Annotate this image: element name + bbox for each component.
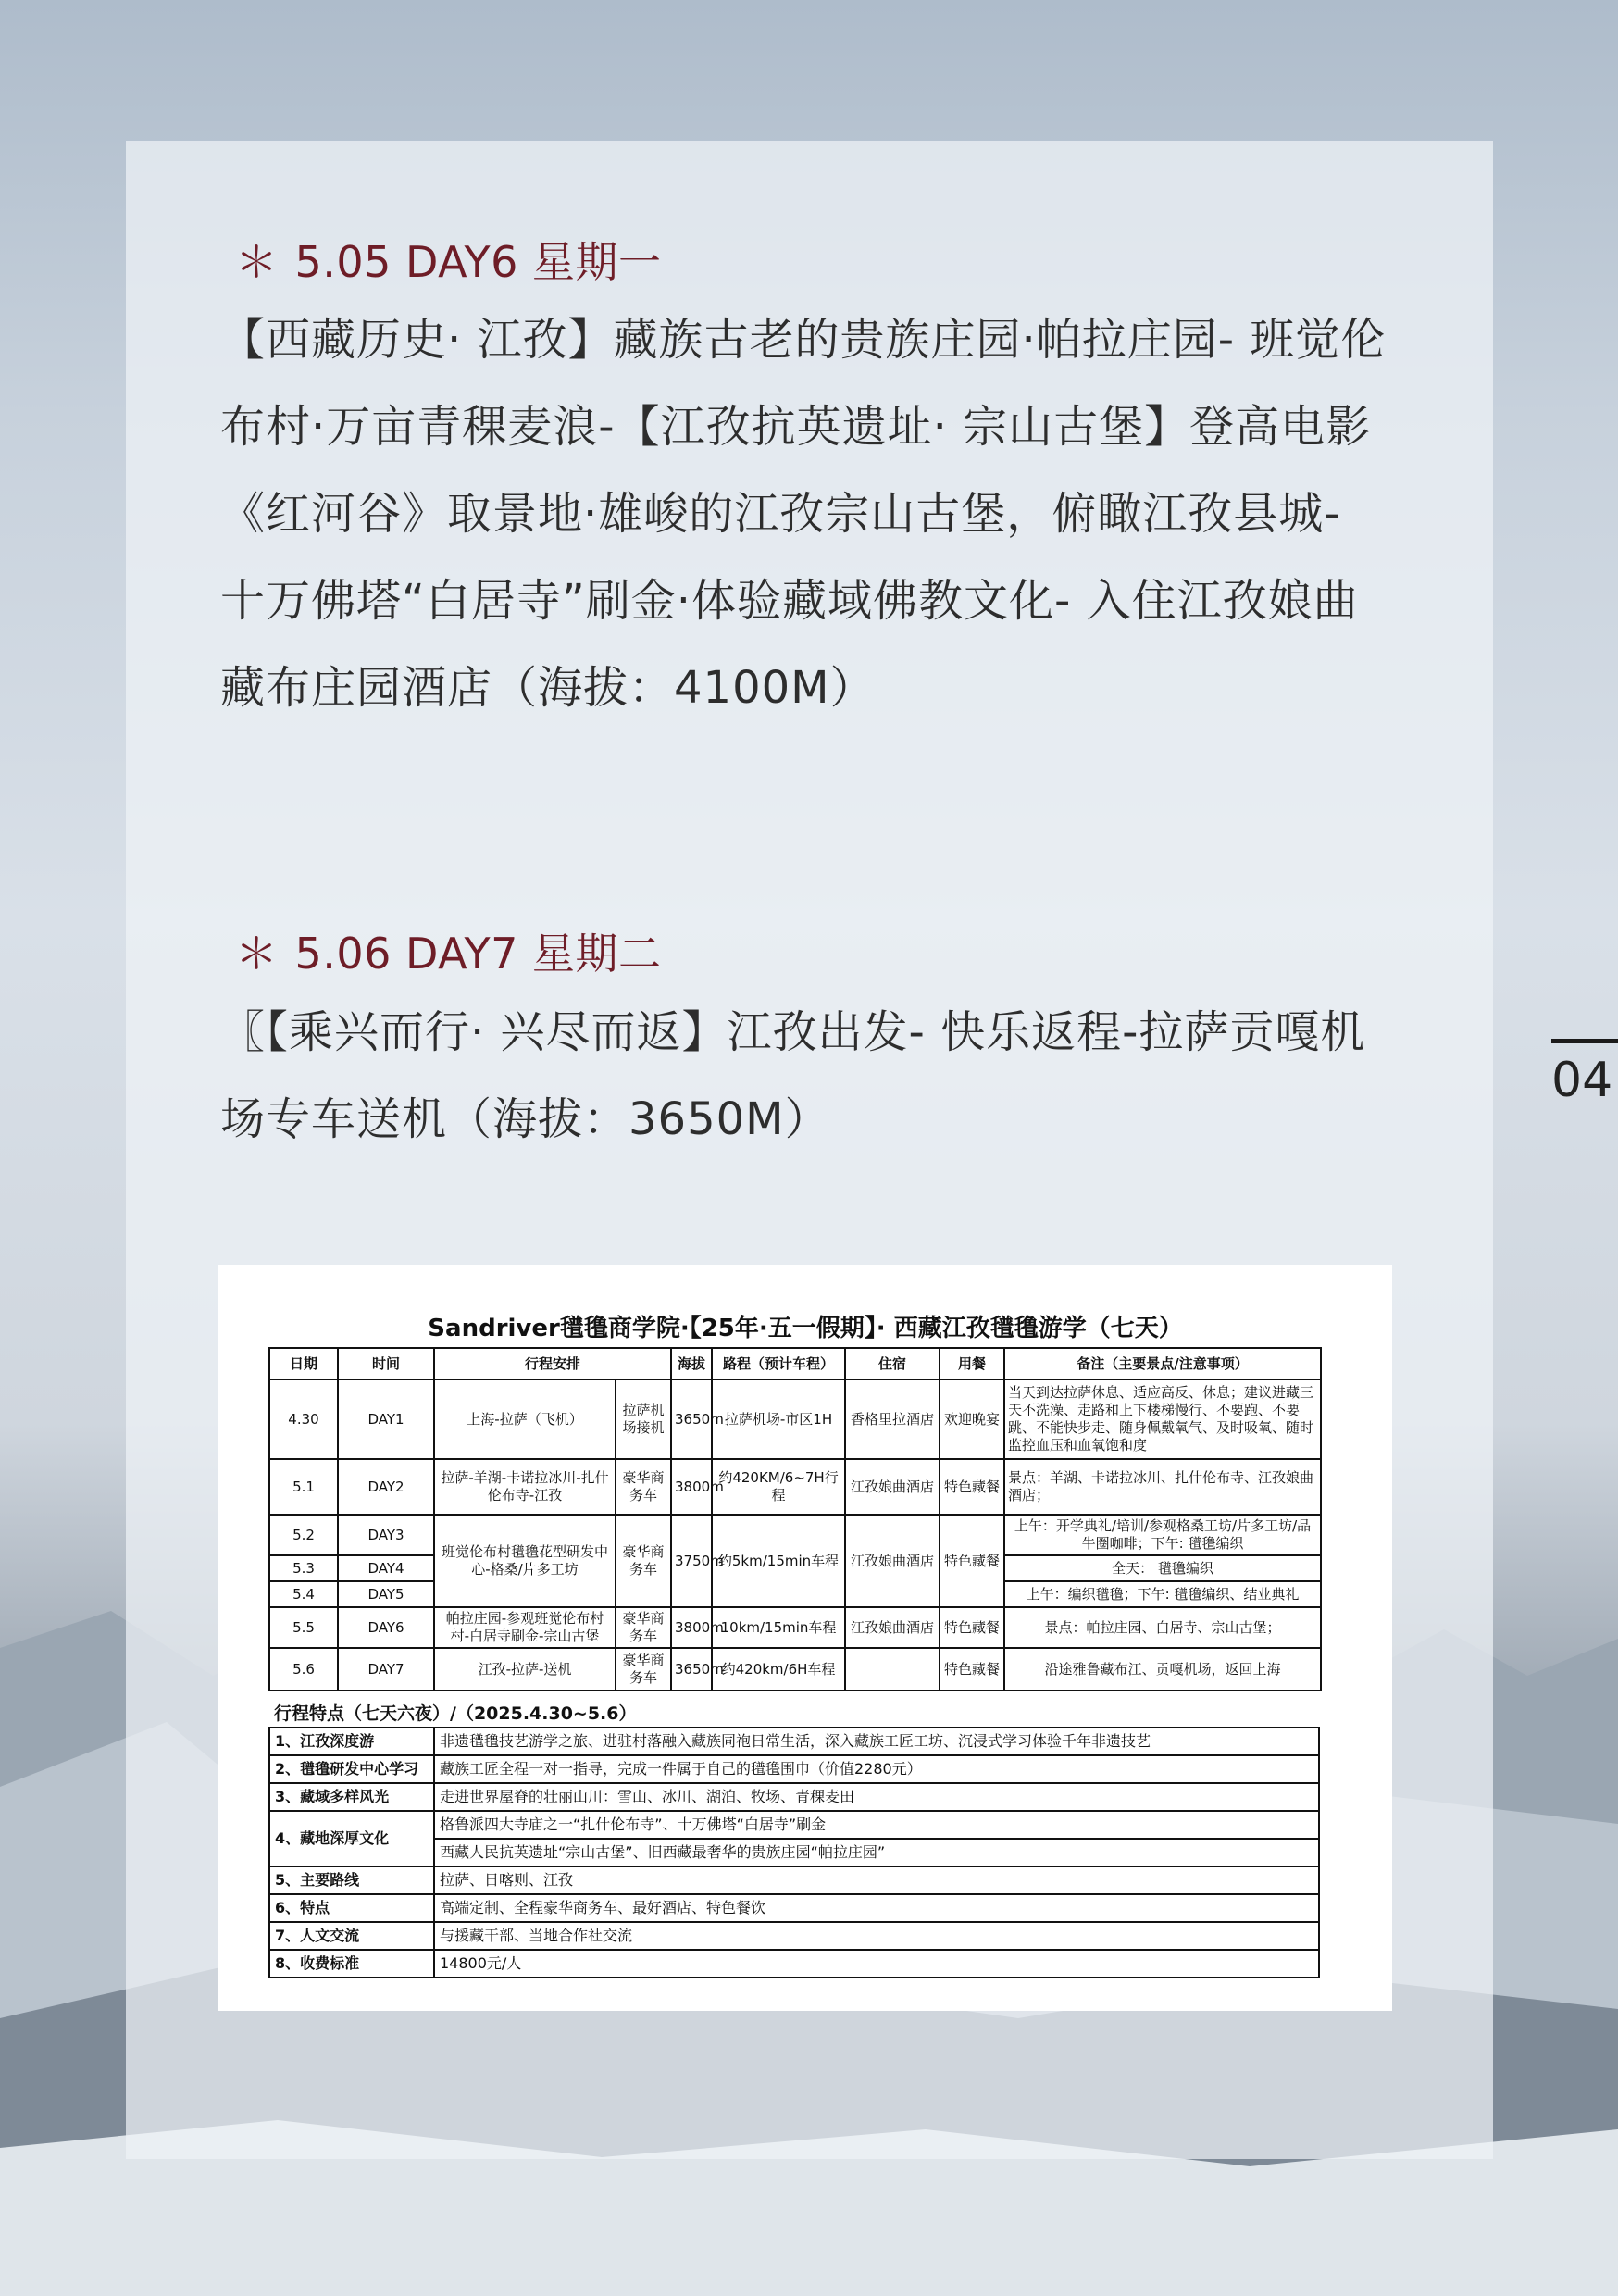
cell-date: 4.30: [269, 1379, 338, 1459]
table-row: [269, 1607, 1321, 1648]
star-icon: ＊: [235, 237, 279, 287]
feature-value: 与援藏干部、当地合作社交流: [434, 1922, 1319, 1950]
header-meal: 用餐: [940, 1348, 1004, 1379]
day7-heading: [235, 920, 662, 981]
star-icon: ＊: [235, 929, 279, 979]
feature-value: 拉萨、日喀则、江孜: [434, 1866, 1319, 1894]
cell-car: 豪华商务车: [616, 1607, 671, 1648]
day6-description: 【西藏历史· 江孜】藏族古老的贵族庄园·帕拉庄园- 班觉伦布村·万亩青稞麦浪-【江孜抗英遗址· 宗山古堡】登高电影《红河谷》取景地·雄峻的江孜宗山古堡，俯瞰江孜县城- 十万佛塔“白居寺”刷金·体验藏域佛教文化- 入住江孜娘曲藏布庄园酒店（海拔：4100M）: [220, 314, 1387, 714]
header-time: 时间: [338, 1348, 434, 1379]
feature-row: [269, 1950, 1319, 1978]
cell-date: 5.3: [269, 1555, 338, 1581]
cell-route: 拉萨-羊湖-卡诺拉冰川-扎什伦布寺-江孜: [434, 1459, 616, 1515]
cell-car: 豪华商务车: [616, 1515, 671, 1607]
cell-note: 全天： 氆氇编织: [1004, 1555, 1321, 1581]
day6-heading-text: 5.05 DAY6 星期一: [294, 237, 662, 287]
cell-altitude: 3650m: [671, 1379, 712, 1459]
day6-heading: [235, 229, 662, 290]
cell-altitude: 3650m: [671, 1648, 712, 1691]
cell-hotel: [845, 1648, 940, 1691]
cell-altitude: 3800m: [671, 1607, 712, 1648]
feature-key: 3、藏域多样风光: [269, 1783, 434, 1811]
cell-altitude: 3750m: [671, 1515, 712, 1607]
feature-value: 西藏人民抗英遗址“宗山古堡”、旧西藏最奢华的贵族庄园“帕拉庄园”: [434, 1839, 1319, 1866]
cell-altitude: 3800m: [671, 1459, 712, 1515]
header-hotel: 住宿: [845, 1348, 940, 1379]
feature-row: [269, 1728, 1319, 1755]
cell-note: 景点：羊湖、卡诺拉冰川、扎什伦布寺、江孜娘曲酒店；: [1004, 1459, 1321, 1515]
cell-route: 班觉伦布村氆氇花型研发中心-格桑/片多工坊: [434, 1515, 616, 1607]
cell-car: 豪华商务车: [616, 1648, 671, 1691]
feature-value: 走进世界屋脊的壮丽山川：雪山、冰川、湖泊、牧场、青稞麦田: [434, 1783, 1319, 1811]
itinerary-table-card: [218, 1265, 1392, 2011]
cell-date: 5.2: [269, 1515, 338, 1555]
cell-note: 上午：开学典礼/培训/参观格桑工坊/片多工坊/品牛圈咖啡；下午: 氆氇编织: [1004, 1515, 1321, 1555]
cell-note: 上午：编织氆氇；下午: 氆氇编织、结业典礼: [1004, 1581, 1321, 1607]
cell-day: DAY1: [338, 1379, 434, 1459]
cell-date: 5.5: [269, 1607, 338, 1648]
table-row: [269, 1515, 1321, 1555]
cell-date: 5.6: [269, 1648, 338, 1691]
cell-route: 江孜-拉萨-送机: [434, 1648, 616, 1691]
cell-day: DAY4: [338, 1555, 434, 1581]
cell-car: 豪华商务车: [616, 1459, 671, 1515]
page-number: 04: [1551, 1039, 1618, 1108]
day7-description: 〖【乘兴而行· 兴尽而返】江孜出发- 快乐返程-拉萨贡嘎机场专车送机（海拔：3650M）: [220, 1006, 1366, 1145]
cell-meal: 特色藏餐: [940, 1607, 1004, 1648]
header-distance: 路程（预计车程）: [712, 1348, 845, 1379]
cell-day: DAY5: [338, 1581, 434, 1607]
cell-route: 上海-拉萨（飞机）: [434, 1379, 616, 1459]
cell-meal: 特色藏餐: [940, 1515, 1004, 1607]
cell-day: DAY6: [338, 1607, 434, 1648]
cell-meal: 特色藏餐: [940, 1648, 1004, 1691]
feature-row: [269, 1755, 1319, 1783]
feature-value: 格鲁派四大寺庙之一“扎什伦布寺”、十万佛塔“白居寺”刷金: [434, 1811, 1319, 1839]
feature-key: 4、藏地深厚文化: [269, 1811, 434, 1866]
feature-row: [269, 1866, 1319, 1894]
feature-key: 5、主要路线: [269, 1866, 434, 1894]
cell-route: 帕拉庄园-参观班觉伦布村村-白居寺刷金-宗山古堡: [434, 1607, 616, 1648]
cell-meal: 欢迎晚宴: [940, 1379, 1004, 1459]
feature-row: [269, 1922, 1319, 1950]
table-header-row: [269, 1348, 1321, 1379]
cell-hotel: 江孜娘曲酒店: [845, 1515, 940, 1607]
cell-car: 拉萨机场接机: [616, 1379, 671, 1459]
feature-key: 7、人文交流: [269, 1922, 434, 1950]
feature-key: 8、收费标准: [269, 1950, 434, 1978]
cell-day: DAY2: [338, 1459, 434, 1515]
cell-day: DAY7: [338, 1648, 434, 1691]
header-route: 行程安排: [434, 1348, 671, 1379]
feature-key: 1、江孜深度游: [269, 1728, 434, 1755]
table-row: [269, 1459, 1321, 1515]
table-title: Sandriver氆氇商学院·【25年·五一假期】· 西藏江孜氆氇游学（七天）: [428, 1315, 1183, 1342]
feature-row: [269, 1894, 1319, 1922]
cell-hotel: 江孜娘曲酒店: [845, 1607, 940, 1648]
feature-value: 非遗氆氇技艺游学之旅、进驻村落融入藏族同袍日常生活，深入藏族工匠工坊、沉浸式学习体验千年非遗技艺: [434, 1728, 1319, 1755]
feature-row: [269, 1783, 1319, 1811]
schedule-table: [268, 1347, 1322, 1691]
table-row: [269, 1648, 1321, 1691]
cell-meal: 特色藏餐: [940, 1459, 1004, 1515]
cell-distance: 拉萨机场-市区1H: [712, 1379, 845, 1459]
cell-distance: 约420km/6H车程: [712, 1648, 845, 1691]
cell-distance: 约5km/15min车程: [712, 1515, 845, 1607]
feature-value: 14800元/人: [434, 1950, 1319, 1978]
cell-day: DAY3: [338, 1515, 434, 1555]
cell-hotel: 香格里拉酒店: [845, 1379, 940, 1459]
feature-key: 2、氆氇研发中心学习: [269, 1755, 434, 1783]
header-altitude: 海拔: [671, 1348, 712, 1379]
features-title: 行程特点（七天六夜）/（2025.4.30~5.6）: [274, 1703, 637, 1724]
cell-date: 5.1: [269, 1459, 338, 1515]
cell-distance: 约420KM/6~7H行程: [712, 1459, 845, 1515]
cell-note: 沿途雅鲁藏布江、贡嘎机场，返回上海: [1004, 1648, 1321, 1691]
cell-note: 当天到达拉萨休息、适应高反、休息；建议进藏三天不洗澡、走路和上下楼梯慢行、不要跑、不要跳、不能快步走、随身佩戴氧气、及时吸氧、随时监控血压和血氧饱和度: [1004, 1379, 1321, 1459]
cell-note: 景点：帕拉庄园、白居寺、宗山古堡；: [1004, 1607, 1321, 1648]
feature-value: 高端定制、全程豪华商务车、最好酒店、特色餐饮: [434, 1894, 1319, 1922]
features-table: [268, 1727, 1320, 1978]
feature-row: [269, 1811, 1319, 1839]
cell-hotel: 江孜娘曲酒店: [845, 1459, 940, 1515]
header-date: 日期: [269, 1348, 338, 1379]
cell-date: 5.4: [269, 1581, 338, 1607]
feature-value: 藏族工匠全程一对一指导，完成一件属于自己的氆氇围巾（价值2280元）: [434, 1755, 1319, 1783]
day7-heading-text: 5.06 DAY7 星期二: [294, 929, 662, 979]
header-notes: 备注（主要景点/注意事项）: [1004, 1348, 1321, 1379]
feature-key: 6、特点: [269, 1894, 434, 1922]
cell-distance: 10km/15min车程: [712, 1607, 845, 1648]
table-row: [269, 1379, 1321, 1459]
